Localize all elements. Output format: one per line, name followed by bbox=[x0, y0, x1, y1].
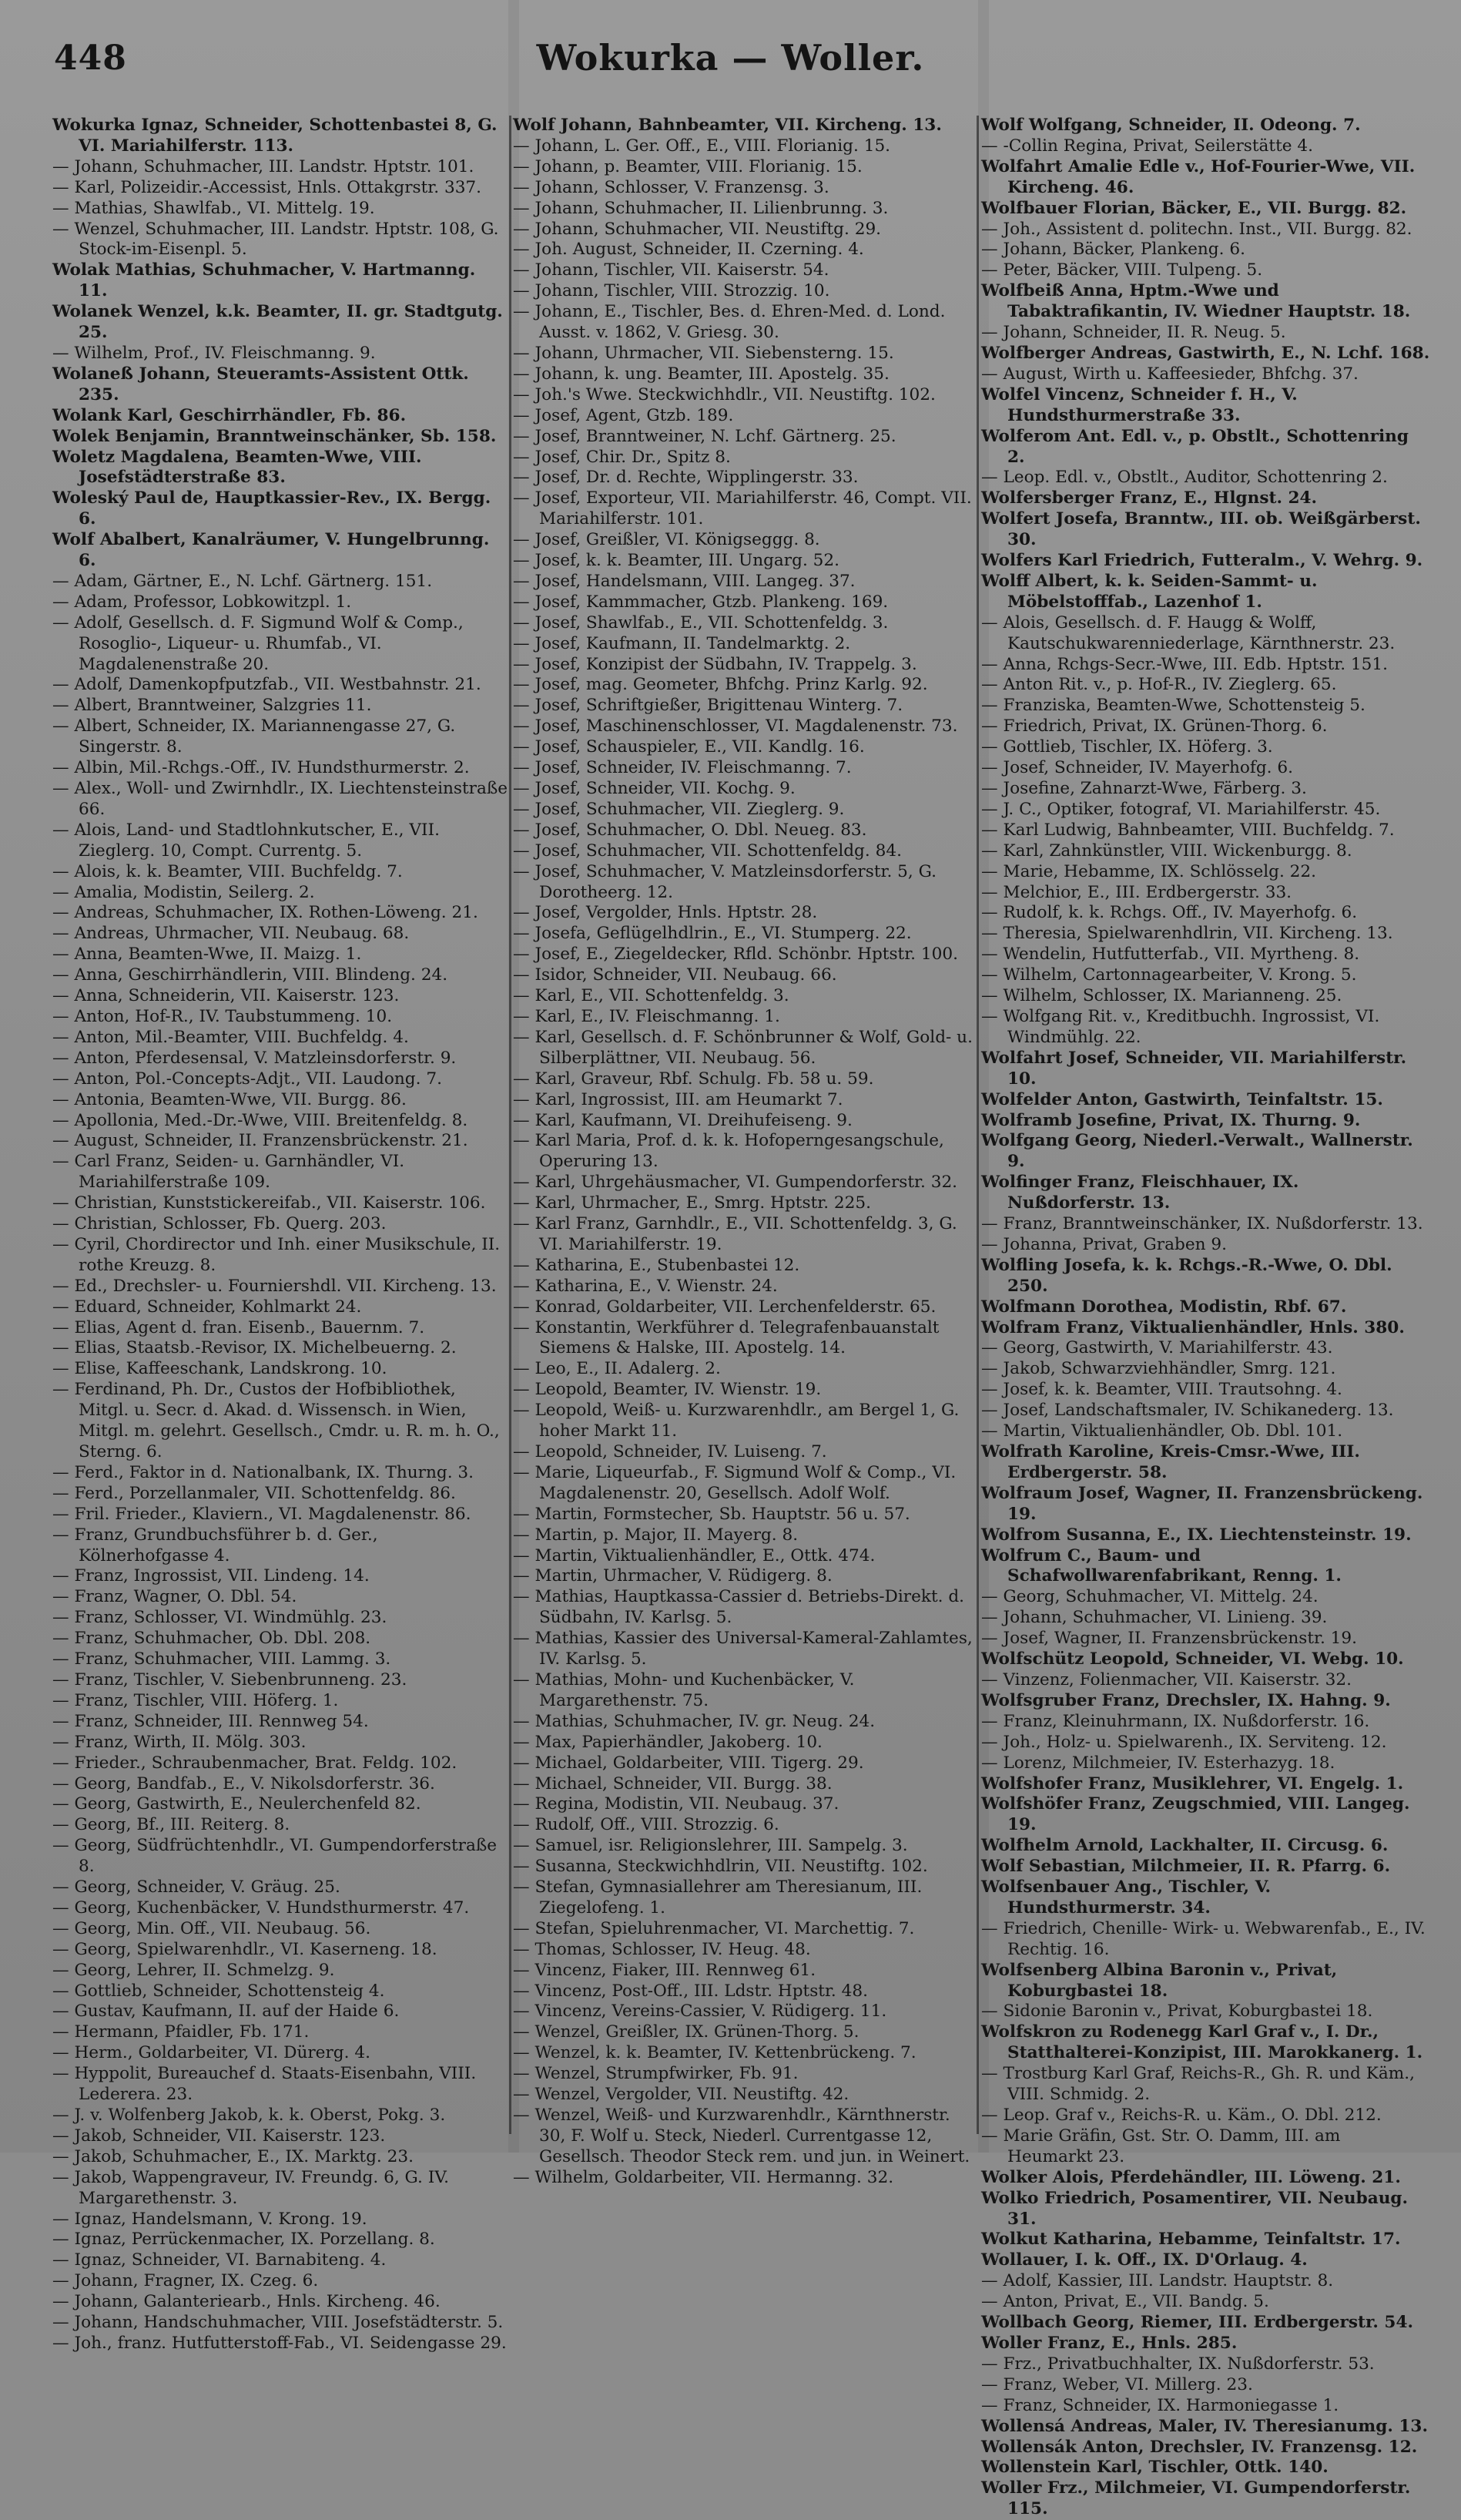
directory-entry: — Josef, Dr. d. Rechte, Wipplingerstr. 33. bbox=[513, 468, 859, 488]
directory-entry: — Josef, Vergolder, Hnls. Hptstr. 28. bbox=[513, 903, 818, 923]
directory-entry-head: Wolferom Ant. Edl. v., p. Obstlt., Schottenring 2. bbox=[981, 426, 1409, 467]
directory-entry: — Vincenz, Fiaker, III. Rennweg 61. bbox=[513, 1960, 816, 1980]
directory-entry: — Johann, E., Tischler, Bes. d. Ehren-Med. d. Lond. Ausst. v. 1862, V. Griesg. 30. bbox=[513, 302, 946, 343]
column-middle bbox=[513, 116, 975, 2187]
directory-entry: — Karl, Gesellsch. d. F. Schönbrunner & Wolf, Gold- u. Silberplättner, VII. Neubaug. 56. bbox=[513, 1027, 973, 1068]
directory-entry: — Ignaz, Perrückenmacher, IX. Porzellang. 8. bbox=[52, 2230, 435, 2250]
directory-entry: — Karl Franz, Garnhdlr., E., VII. Schottenfeldg. 3, G. VI. Mariahilferstr. 19. bbox=[513, 1214, 957, 1254]
directory-entry: — Theresia, Spielwarenhdlrin, VII. Kircheng. 13. bbox=[981, 924, 1393, 944]
directory-entry-head: Wolker Alois, Pferdehändler, III. Löweng. 21. bbox=[981, 2167, 1401, 2187]
directory-entry: — Josef, Schuhmacher, V. Matzleinsdorferstr. 5, G. Dorotheerg. 12. bbox=[513, 861, 937, 902]
directory-entry: — Johann, Tischler, VIII. Strozzig. 10. bbox=[513, 281, 830, 301]
directory-entry: — Ferdinand, Ph. Dr., Custos der Hofbibliothek, Mitgl. u. Secr. d. Akad. d. Wissensch. in Wien, Mitgl. m. gelehrt. Gesellsch., Cmdr. u. R. m. h. O., Sterng. 6. bbox=[52, 1380, 500, 1461]
directory-entry: — Jakob, Schuhmacher, E., IX. Marktg. 23. bbox=[52, 2146, 414, 2166]
directory-columns bbox=[52, 116, 1431, 2519]
directory-entry-head: Wolfbeiß Anna, Hptm.-Wwe und Tabaktrafikantin, IV. Wiedner Hauptstr. 18. bbox=[981, 281, 1411, 322]
page-header bbox=[0, 0, 1461, 92]
directory-entry: — Andreas, Schuhmacher, IX. Rothen-Löweng. 21. bbox=[52, 903, 478, 923]
column-left bbox=[52, 116, 508, 2353]
directory-entry: — Ed., Drechsler- u. Fourniershdl. VII. Kircheng. 13. bbox=[52, 1276, 497, 1296]
directory-entry: — Anna, Beamten-Wwe, II. Maizg. 1. bbox=[52, 945, 362, 965]
directory-entry-head: Wollensá Andreas, Maler, IV. Theresianumg. 13. bbox=[981, 2416, 1428, 2436]
directory-entry: — Peter, Bäcker, VIII. Tulpeng. 5. bbox=[981, 260, 1263, 280]
directory-entry: — Karl, Kaufmann, VI. Dreihufeiseng. 9. bbox=[513, 1110, 853, 1130]
directory-entry: — Albert, Branntweiner, Salzgries 11. bbox=[52, 696, 372, 716]
directory-entry: — Vincenz, Vereins-Cassier, V. Rüdigerg. 11. bbox=[513, 2002, 887, 2022]
directory-entry-head: Wolfrath Karoline, Kreis-Cmsr.-Wwe, III. Erdbergerstr. 58. bbox=[981, 1442, 1360, 1482]
directory-entry-head: Wolfberger Andreas, Gastwirth, E., N. Lchf. 168. bbox=[981, 343, 1430, 363]
directory-entry: — Gottlieb, Tischler, IX. Höferg. 3. bbox=[981, 737, 1273, 757]
directory-entry: — Adam, Professor, Lobkowitzpl. 1. bbox=[52, 592, 352, 612]
directory-entry: — Josef, Landschaftsmaler, IV. Schikanederg. 13. bbox=[981, 1401, 1394, 1421]
directory-entry: — Joh. August, Schneider, II. Czerning. 4. bbox=[513, 240, 864, 260]
directory-entry: — Josef, Schauspieler, E., VII. Kandlg. 16. bbox=[513, 737, 865, 757]
directory-entry: — Martin, Viktualienhändler, E., Ottk. 474. bbox=[513, 1545, 876, 1565]
directory-entry: — Franz, Tischler, V. Siebenbrunneng. 23. bbox=[52, 1669, 407, 1690]
directory-entry: — Johann, Galanteriearb., Hnls. Kircheng. 46. bbox=[52, 2292, 441, 2312]
directory-entry: — Josef, Schneider, IV. Mayerhofg. 6. bbox=[981, 758, 1294, 778]
directory-entry: — Wilhelm, Schlosser, IX. Marianneng. 25. bbox=[981, 986, 1342, 1006]
directory-entry: — Wilhelm, Prof., IV. Fleischmanng. 9. bbox=[52, 343, 376, 363]
directory-entry: — Wilhelm, Cartonnagearbeiter, V. Krong. 5. bbox=[981, 965, 1357, 985]
directory-entry: — August, Schneider, II. Franzensbrückenstr. 21. bbox=[52, 1131, 468, 1151]
directory-entry: — Joh., Holz- u. Spielwarenh., IX. Serviteng. 12. bbox=[981, 1732, 1387, 1752]
directory-entry: — Katharina, E., V. Wienstr. 24. bbox=[513, 1276, 778, 1296]
directory-entry: — Josef, Chir. Dr., Spitz 8. bbox=[513, 447, 731, 467]
directory-entry-head: Wolfersberger Franz, E., Hlgnst. 24. bbox=[981, 488, 1318, 508]
directory-entry: — Martin, Uhrmacher, V. Rüdigerg. 8. bbox=[513, 1566, 833, 1586]
directory-entry-head: Wolfschütz Leopold, Schneider, VI. Webg. 10. bbox=[981, 1649, 1404, 1669]
directory-entry: — Konstantin, Werkführer d. Telegrafenbauanstalt Siemens & Halske, III. Apostelg. 14. bbox=[513, 1317, 940, 1358]
directory-entry: — Franziska, Beamten-Wwe, Schottensteig 5. bbox=[981, 696, 1365, 716]
directory-entry: — Josef, Branntweiner, N. Lchf. Gärtnerg. 25. bbox=[513, 426, 896, 446]
directory-entry: — Adolf, Damenkopfputzfab., VII. Westbahnstr. 21. bbox=[52, 675, 481, 695]
directory-entry: — Hermann, Pfaidler, Fb. 171. bbox=[52, 2022, 310, 2042]
directory-entry: — Josef, Schneider, VII. Kochg. 9. bbox=[513, 779, 796, 798]
directory-entry-head: Wolf Wolfgang, Schneider, II. Odeong. 7. bbox=[981, 116, 1361, 135]
directory-entry-head: Wolfskron zu Rodenegg Karl Graf v., I. Dr., Statthalterei-Konzipist, III. Marokkanerg. 1. bbox=[981, 2022, 1423, 2063]
directory-entry: — Isidor, Schneider, VII. Neubaug. 66. bbox=[513, 965, 837, 985]
directory-entry: — Joh.'s Wwe. Steckwichhdlr., VII. Neustiftg. 102. bbox=[513, 384, 936, 404]
directory-entry: — Johann, Handschuhmacher, VIII. Josefstädterstr. 5. bbox=[52, 2313, 504, 2333]
directory-entry: — Gustav, Kaufmann, II. auf der Haide 6. bbox=[52, 2002, 400, 2022]
directory-entry: — Friedrich, Privat, IX. Grünen-Thorg. 6. bbox=[981, 716, 1328, 737]
directory-entry-head: Wolkut Katharina, Hebamme, Teinfaltstr. 17. bbox=[981, 2230, 1401, 2250]
directory-entry: — Rudolf, Off., VIII. Strozzig. 6. bbox=[513, 1815, 779, 1835]
directory-entry-head: Wolfahrt Amalie Edle v., Hof-Fourier-Wwe, VII. Kircheng. 46. bbox=[981, 156, 1416, 197]
directory-entry: — Josef, Exporteur, VII. Mariahilferstr. 46, Compt. VII. Mariahilferstr. 101. bbox=[513, 488, 972, 529]
directory-entry: — Andreas, Uhrmacher, VII. Neubaug. 68. bbox=[52, 924, 410, 944]
directory-entry-head: Woletz Magdalena, Beamten-Wwe, VIII. Josefstädterstraße 83. bbox=[52, 447, 422, 488]
directory-entry: — Josefa, Geflügelhdlrin., E., VI. Stumperg. 22. bbox=[513, 924, 912, 944]
directory-entry: — Josef, Kaufmann, II. Tandelmarktg. 2. bbox=[513, 633, 851, 653]
directory-entry: — Alois, Gesellsch. d. F. Haugg & Wolff, Kautschukwarenniederlage, Kärnthnerstr. 23. bbox=[981, 612, 1396, 653]
directory-entry-head: Wolfinger Franz, Fleischhauer, IX. Nußdorferstr. 13. bbox=[981, 1173, 1299, 1213]
directory-entry: — Franz, Schlosser, VI. Windmühlg. 23. bbox=[52, 1608, 387, 1628]
directory-entry: — Elias, Agent d. fran. Eisenb., Bauernm. 7. bbox=[52, 1317, 425, 1337]
directory-entry: — Franz, Wagner, O. Dbl. 54. bbox=[52, 1587, 297, 1607]
directory-entry: — Josef, Greißler, VI. Königseggg. 8. bbox=[513, 530, 820, 550]
directory-entry: — Franz, Schuhmacher, VIII. Lammg. 3. bbox=[52, 1649, 391, 1669]
directory-entry: — Josef, Wagner, II. Franzensbrückenstr. 19. bbox=[981, 1629, 1358, 1649]
directory-entry-head: Wolfhelm Arnold, Lackhalter, II. Circusg. 6. bbox=[981, 1836, 1389, 1856]
directory-entry: — Anton, Pol.-Concepts-Adjt., VII. Laudong. 7. bbox=[52, 1069, 442, 1089]
directory-entry: — Marie Gräfin, Gst. Str. O. Damm, III. am Heumarkt 23. bbox=[981, 2126, 1341, 2166]
directory-entry-head: Wolframb Josefine, Privat, IX. Thurng. 9. bbox=[981, 1110, 1361, 1130]
column-right bbox=[981, 116, 1431, 2519]
directory-entry: — Johann, Schuhmacher, II. Lilienbrunng. 3. bbox=[513, 198, 889, 218]
directory-entry: — Josef, Handelsmann, VIII. Langeg. 37. bbox=[513, 571, 856, 591]
directory-entry: — Wenzel, Schuhmacher, III. Landstr. Hptstr. 108, G. Stock-im-Eisenpl. 5. bbox=[52, 219, 499, 260]
directory-entry: — J. v. Wolfenberg Jakob, k. k. Oberst, Pokg. 3. bbox=[52, 2106, 446, 2125]
directory-entry: — -Collin Regina, Privat, Seilerstätte 4. bbox=[981, 136, 1313, 156]
directory-entry: — Johann, Schuhmacher, VI. Linieng. 39. bbox=[981, 1608, 1328, 1628]
directory-entry: — Franz, Schuhmacher, Ob. Dbl. 208. bbox=[52, 1629, 371, 1649]
directory-entry: — J. C., Optiker, fotograf, VI. Mariahilferstr. 45. bbox=[981, 799, 1381, 819]
directory-entry-head: Wollbach Georg, Riemer, III. Erdbergerstr. 54. bbox=[981, 2313, 1413, 2333]
directory-entry-head: Wolfsgruber Franz, Drechsler, IX. Hahng. 9. bbox=[981, 1690, 1391, 1710]
directory-entry: — Trostburg Karl Graf, Reichs-R., Gh. R. und Käm., VIII. Schmidg. 2. bbox=[981, 2064, 1415, 2105]
directory-entry: — Adam, Gärtner, E., N. Lchf. Gärtnerg. 151. bbox=[52, 571, 433, 591]
directory-entry: — Johann, L. Ger. Off., E., VIII. Florianig. 15. bbox=[513, 136, 891, 156]
directory-entry: — Apollonia, Med.-Dr.-Wwe, VIII. Breitenfeldg. 8. bbox=[52, 1110, 468, 1130]
directory-entry: — Elise, Kaffeeschank, Landskrong. 10. bbox=[52, 1359, 387, 1379]
directory-entry: — Melchior, E., III. Erdbergerstr. 33. bbox=[981, 882, 1292, 902]
directory-entry: — Joh., franz. Hutfutterstoff-Fab., VI. Seidengasse 29. bbox=[52, 2333, 507, 2353]
directory-entry: — Thomas, Schlosser, IV. Heug. 48. bbox=[513, 1939, 811, 1959]
directory-entry-head: Wollensák Anton, Drechsler, IV. Franzensg. 12. bbox=[981, 2437, 1418, 2457]
directory-entry: — Josef, Kammmacher, Gtzb. Plankeng. 169. bbox=[513, 592, 889, 612]
directory-entry-head: Woleský Paul de, Hauptkassier-Rev., IX. Bergg. 6. bbox=[52, 488, 491, 529]
directory-entry-head: Wolfelder Anton, Gastwirth, Teinfaltstr. 15. bbox=[981, 1089, 1383, 1109]
directory-entry-head: Woller Frz., Milchmeier, VI. Gumpendorferstr. 115. bbox=[981, 2478, 1411, 2519]
directory-entry-head: Wolfgang Georg, Niederl.-Verwalt., Wallnerstr. 9. bbox=[981, 1131, 1413, 1172]
directory-entry: — Samuel, isr. Religionslehrer, III. Sampelg. 3. bbox=[513, 1836, 908, 1856]
directory-entry: — Gottlieb, Schneider, Schottensteig 4. bbox=[52, 1981, 385, 2001]
directory-entry: — Adolf, Kassier, III. Landstr. Hauptstr. 8. bbox=[981, 2271, 1334, 2291]
directory-entry: — Ignaz, Schneider, VI. Barnabiteng. 4. bbox=[52, 2250, 387, 2270]
directory-entry: — Karl, Graveur, Rbf. Schulg. Fb. 58 u. 59. bbox=[513, 1069, 874, 1089]
directory-entry-head: Wolff Albert, k. k. Seiden-Sammt- u. Möbelstofffab., Lazenhof 1. bbox=[981, 571, 1318, 612]
directory-entry-head: Wolfling Josefa, k. k. Rchgs.-R.-Wwe, O. Dbl. 250. bbox=[981, 1255, 1392, 1296]
directory-entry: — Marie, Liqueurfab., F. Sigmund Wolf & Comp., VI. Magdalenenstr. 20, Gesellsch. Adolf Wolf. bbox=[513, 1462, 957, 1503]
directory-entry: — Jakob, Schwarzviehhändler, Smrg. 121. bbox=[981, 1359, 1336, 1379]
directory-entry: — Johann, Schuhmacher, VII. Neustiftg. 29. bbox=[513, 219, 882, 239]
directory-entry: — Johann, Fragner, IX. Czeg. 6. bbox=[52, 2271, 319, 2291]
directory-entry: — Michael, Goldarbeiter, VIII. Tigerg. 29. bbox=[513, 1753, 864, 1773]
directory-entry: — Josef, k. k. Beamter, VIII. Trautsohng. 4. bbox=[981, 1380, 1342, 1400]
directory-entry: — Johann, Schneider, II. R. Neug. 5. bbox=[981, 323, 1286, 343]
directory-entry: — Christian, Schlosser, Fb. Querg. 203. bbox=[52, 1214, 387, 1234]
directory-entry: — Anna, Geschirrhändlerin, VIII. Blindeng. 24. bbox=[52, 965, 448, 985]
directory-entry: — Franz, Weber, VI. Millerg. 23. bbox=[981, 2374, 1253, 2394]
directory-entry: — Georg, Kuchenbäcker, V. Hundsthurmerstr. 47. bbox=[52, 1898, 470, 1918]
directory-entry: — Anton Rit. v., p. Hof-R., IV. Zieglerg. 65. bbox=[981, 675, 1337, 695]
directory-entry: — Amalia, Modistin, Seilerg. 2. bbox=[52, 882, 315, 902]
directory-entry: — Vinzenz, Folienmacher, VII. Kaiserstr. 32. bbox=[981, 1669, 1352, 1690]
directory-entry: — Georg, Bandfab., E., V. Nikolsdorferstr. 36. bbox=[52, 1773, 435, 1794]
directory-entry: — Johanna, Privat, Graben 9. bbox=[981, 1234, 1227, 1254]
directory-entry: — Josef, Shawlfab., E., VII. Schottenfeldg. 3. bbox=[513, 612, 889, 633]
directory-entry: — Josef, E., Ziegeldecker, Rfld. Schönbr. Hptstr. 100. bbox=[513, 945, 958, 965]
directory-entry: — August, Wirth u. Kaffeesieder, Bhfchg. 37. bbox=[981, 364, 1359, 384]
directory-entry: — Franz, Branntweinschänker, IX. Nußdorferstr. 13. bbox=[981, 1214, 1423, 1234]
directory-entry-head: Wolf Abalbert, Kanalräumer, V. Hungelbrunng. 6. bbox=[52, 530, 490, 571]
directory-entry-head: Wollauer, I. k. Off., IX. D'Orlaug. 4. bbox=[981, 2250, 1308, 2270]
directory-entry: — Mathias, Shawlfab., VI. Mittelg. 19. bbox=[52, 198, 375, 218]
directory-entry: — Franz, Ingrossist, VII. Lindeng. 14. bbox=[52, 1566, 370, 1586]
directory-entry: — Georg, Gastwirth, V. Mariahilferstr. 43. bbox=[981, 1338, 1333, 1358]
directory-entry: — Karl, Uhrgehäusmacher, VI. Gumpendorferstr. 32. bbox=[513, 1173, 958, 1193]
directory-entry: — Wenzel, k. k. Beamter, IV. Kettenbrückeng. 7. bbox=[513, 2043, 916, 2063]
directory-entry: — Georg, Lehrer, II. Schmelzg. 9. bbox=[52, 1960, 335, 1980]
directory-entry: — Sidonie Baronin v., Privat, Koburgbastei 18. bbox=[981, 2002, 1373, 2022]
directory-entry-head: Wolfrum C., Baum- und Schafwollwarenfabrikant, Renng. 1. bbox=[981, 1545, 1342, 1586]
directory-entry: — Lorenz, Milchmeier, IV. Esterhazyg. 18. bbox=[981, 1753, 1335, 1773]
directory-entry-head: Wolfsenberg Albina Baronin v., Privat, Koburgbastei 18. bbox=[981, 1960, 1338, 2001]
directory-entry-head: Wolfram Franz, Viktualienhändler, Hnls. 380. bbox=[981, 1317, 1405, 1337]
directory-entry: — Frz., Privatbuchhalter, IX. Nußdorferstr. 53. bbox=[981, 2354, 1375, 2374]
directory-entry: — Anton, Pferdesensal, V. Matzleinsdorferstr. 9. bbox=[52, 1048, 457, 1068]
column-divider bbox=[509, 116, 511, 2134]
directory-entry: — Karl, Zahnkünstler, VIII. Wickenburgg. 8. bbox=[981, 841, 1352, 861]
directory-entry-head: Wolfert Josefa, Branntw., III. ob. Weißgärberst. 30. bbox=[981, 509, 1421, 550]
directory-entry: — Fril. Frieder., Klaviern., VI. Magdalenenstr. 86. bbox=[52, 1504, 471, 1524]
directory-entry: — Christian, Kunststickereifab., VII. Kaiserstr. 106. bbox=[52, 1193, 486, 1213]
directory-entry: — Wenzel, Greißler, IX. Grünen-Thorg. 5. bbox=[513, 2022, 860, 2042]
directory-entry: — Cyril, Chordirector und Inh. einer Musikschule, II. rothe Kreuzg. 8. bbox=[52, 1234, 501, 1275]
directory-entry-head: Wolfshöfer Franz, Zeugschmied, VIII. Langeg. 19. bbox=[981, 1794, 1410, 1835]
directory-entry: — Alois, k. k. Beamter, VIII. Buchfeldg. 7. bbox=[52, 861, 403, 881]
directory-entry-head: Wolfsenbauer Ang., Tischler, V. Hundsthurmerstr. 34. bbox=[981, 1877, 1272, 1918]
directory-entry: — Eduard, Schneider, Kohlmarkt 24. bbox=[52, 1297, 362, 1317]
directory-entry: — Regina, Modistin, VII. Neubaug. 37. bbox=[513, 1794, 839, 1814]
directory-entry: — Jakob, Schneider, VII. Kaiserstr. 123. bbox=[52, 2126, 386, 2146]
directory-entry: — Leopold, Weiß- u. Kurzwarenhdlr., am Bergel 1, G. hoher Markt 11. bbox=[513, 1401, 960, 1441]
directory-entry-head: Wolfbauer Florian, Bäcker, E., VII. Burgg. 82. bbox=[981, 198, 1407, 218]
directory-entry: — Adolf, Gesellsch. d. F. Sigmund Wolf & Comp., Rosoglio-, Liqueur- u. Rhumfab., VI. Magdalenenstraße 20. bbox=[52, 612, 464, 674]
directory-entry: — Karl, Ingrossist, III. am Heumarkt 7. bbox=[513, 1089, 843, 1109]
directory-entry: — Marie, Hebamme, IX. Schlösselg. 22. bbox=[981, 861, 1317, 881]
directory-entry: — Johann, Tischler, VII. Kaiserstr. 54. bbox=[513, 260, 829, 280]
directory-entry: — Johann, Schuhmacher, III. Landstr. Hptstr. 101. bbox=[52, 156, 474, 176]
directory-entry: — Leopold, Beamter, IV. Wienstr. 19. bbox=[513, 1380, 822, 1400]
directory-entry-head: Wolfrom Susanna, E., IX. Liechtensteinstr. 19. bbox=[981, 1525, 1412, 1545]
directory-entry: — Rudolf, k. k. Rchgs. Off., IV. Mayerhofg. 6. bbox=[981, 903, 1358, 923]
page-number: 448 bbox=[54, 39, 127, 78]
directory-entry: — Anton, Mil.-Beamter, VIII. Buchfeldg. 4. bbox=[52, 1027, 409, 1047]
directory-entry: — Leopold, Schneider, IV. Luiseng. 7. bbox=[513, 1442, 827, 1461]
directory-entry: — Josef, Schriftgießer, Brigittenau Winterg. 7. bbox=[513, 696, 903, 716]
directory-entry-head: Wolfers Karl Friedrich, Futteralm., V. Wehrg. 9. bbox=[981, 551, 1423, 571]
directory-entry: — Max, Papierhändler, Jakoberg. 10. bbox=[513, 1732, 823, 1752]
directory-entry: — Johann, p. Beamter, VIII. Florianig. 15. bbox=[513, 156, 863, 176]
directory-entry: — Wenzel, Vergolder, VII. Neustiftg. 42. bbox=[513, 2085, 849, 2105]
directory-entry: — Franz, Tischler, VIII. Höferg. 1. bbox=[52, 1690, 339, 1710]
directory-entry: — Mathias, Schuhmacher, IV. gr. Neug. 24. bbox=[513, 1711, 876, 1731]
directory-entry: — Karl, E., IV. Fleischmanng. 1. bbox=[513, 1006, 780, 1026]
directory-entry: — Johann, k. ung. Beamter, III. Apostelg. 35. bbox=[513, 364, 890, 384]
directory-entry: — Franz, Kleinuhrmann, IX. Nußdorferstr. 16. bbox=[981, 1711, 1370, 1731]
directory-entry: — Vincenz, Post-Off., III. Ldstr. Hptstr. 48. bbox=[513, 1981, 868, 2001]
directory-entry: — Josef, Agent, Gtzb. 189. bbox=[513, 405, 734, 425]
directory-entry: — Georg, Bf., III. Reiterg. 8. bbox=[52, 1815, 290, 1835]
directory-entry: — Antonia, Beamten-Wwe, VII. Burgg. 86. bbox=[52, 1089, 407, 1109]
directory-entry: — Stefan, Gymnasiallehrer am Theresianum, III. Ziegelofeng. 1. bbox=[513, 1877, 923, 1918]
directory-entry-head: Wokurka Ignaz, Schneider, Schottenbastei 8, G. VI. Mariahilferstr. 113. bbox=[52, 116, 498, 156]
directory-entry: — Ignaz, Handelsmann, V. Krong. 19. bbox=[52, 2209, 367, 2229]
directory-entry: — Wenzel, Strumpfwirker, Fb. 91. bbox=[513, 2064, 799, 2084]
directory-entry: — Karl, E., VII. Schottenfeldg. 3. bbox=[513, 986, 789, 1006]
directory-entry: — Leop. Edl. v., Obstlt., Auditor, Schottenring 2. bbox=[981, 468, 1388, 488]
directory-entry-head: Wolak Mathias, Schuhmacher, V. Hartmanng. 11. bbox=[52, 260, 476, 301]
directory-entry: — Josef, Schneider, IV. Fleischmanng. 7. bbox=[513, 758, 852, 778]
directory-entry: — Mathias, Kassier des Universal-Kameral-Zahlamtes, IV. Karlsg. 5. bbox=[513, 1629, 973, 1669]
directory-entry: — Mathias, Mohn- und Kuchenbäcker, V. Margarethenstr. 75. bbox=[513, 1669, 855, 1710]
directory-entry: — Ferd., Porzellanmaler, VII. Schottenfeldg. 86. bbox=[52, 1483, 456, 1503]
directory-entry: — Carl Franz, Seiden- u. Garnhändler, VI. Mariahilferstraße 109. bbox=[52, 1152, 405, 1193]
directory-entry: — Wolfgang Rit. v., Kreditbuchh. Ingrossist, VI. Windmühlg. 22. bbox=[981, 1006, 1380, 1047]
directory-entry: — Anton, Privat, E., VII. Bandg. 5. bbox=[981, 2292, 1269, 2312]
directory-entry: — Georg, Schneider, V. Gräug. 25. bbox=[52, 1877, 340, 1898]
directory-entry: — Franz, Wirth, II. Mölg. 303. bbox=[52, 1732, 307, 1752]
directory-entry: — Michael, Schneider, VII. Burgg. 38. bbox=[513, 1773, 833, 1794]
directory-entry: — Franz, Schneider, IX. Harmoniegasse 1. bbox=[981, 2395, 1339, 2415]
directory-entry: — Josef, mag. Geometer, Bhfchg. Prinz Karlg. 92. bbox=[513, 675, 928, 695]
directory-entry: — Georg, Südfrüchtenhdlr., VI. Gumpendorferstraße 8. bbox=[52, 1836, 498, 1877]
directory-entry: — Josef, k. k. Beamter, III. Ungarg. 52. bbox=[513, 551, 840, 571]
directory-entry: — Johann, Bäcker, Plankeng. 6. bbox=[981, 240, 1245, 260]
directory-entry-head: Wolf Johann, Bahnbeamter, VII. Kircheng. 13. bbox=[513, 116, 942, 135]
directory-entry: — Wenzel, Weiß- und Kurzwarenhdlr., Kärnthnerstr. 30, F. Wolf u. Steck, Niederl. Currentgasse 12, Gesellsch. Theodor Steck rem. und jun. in Weinert. bbox=[513, 2106, 970, 2166]
directory-entry-head: Wolfshofer Franz, Musiklehrer, VI. Engelg. 1. bbox=[981, 1773, 1404, 1794]
directory-entry-head: Wolfel Vincenz, Schneider f. H., V. Hundsthurmerstraße 33. bbox=[981, 384, 1298, 425]
directory-entry: — Ferd., Faktor in d. Nationalbank, IX. Thurng. 3. bbox=[52, 1462, 474, 1482]
directory-entry: — Josef, Schuhmacher, O. Dbl. Neueg. 83. bbox=[513, 820, 867, 840]
directory-entry: — Leo, E., II. Adalerg. 2. bbox=[513, 1359, 721, 1379]
directory-entry: — Franz, Schneider, III. Rennweg 54. bbox=[52, 1711, 369, 1731]
directory-entry: — Martin, Formstecher, Sb. Hauptstr. 56 u. 57. bbox=[513, 1504, 910, 1524]
directory-entry: — Karl Maria, Prof. d. k. k. Hofoperngesangschule, Operuring 13. bbox=[513, 1131, 944, 1172]
directory-entry: — Anna, Rchgs-Secr.-Wwe, III. Edb. Hptstr. 151. bbox=[981, 654, 1389, 674]
directory-entry: — Johann, Schlosser, V. Franzensg. 3. bbox=[513, 177, 829, 197]
directory-entry: — Anton, Hof-R., IV. Taubstummeng. 10. bbox=[52, 1006, 393, 1026]
directory-entry: — Alois, Land- und Stadtlohnkutscher, E., VII. Zieglerg. 10, Compt. Currentg. 5. bbox=[52, 820, 440, 861]
directory-entry: — Albert, Schneider, IX. Mariannengasse 27, G. Singerstr. 8. bbox=[52, 716, 456, 757]
directory-entry: — Georg, Spielwarenhdlr., VI. Kaserneng. 18. bbox=[52, 1939, 437, 1959]
directory-entry-head: Wolf Sebastian, Milchmeier, II. R. Pfarrg. 6. bbox=[981, 1857, 1391, 1877]
directory-entry: — Karl Ludwig, Bahnbeamter, VIII. Buchfeldg. 7. bbox=[981, 820, 1395, 840]
directory-entry-head: Wolfraum Josef, Wagner, II. Franzensbrückeng. 19. bbox=[981, 1483, 1423, 1524]
directory-entry: — Elias, Staatsb.-Revisor, IX. Michelbeuerng. 2. bbox=[52, 1338, 457, 1358]
directory-entry: — Joh., Assistent d. politechn. Inst., VII. Burgg. 82. bbox=[981, 219, 1412, 239]
directory-entry-head: Wolfmann Dorothea, Modistin, Rbf. 67. bbox=[981, 1297, 1347, 1317]
directory-entry: — Jakob, Wappengraveur, IV. Freundg. 6, G. IV. Margarethenstr. 3. bbox=[52, 2167, 449, 2208]
directory-entry: — Stefan, Spieluhrenmacher, VI. Marchettig. 7. bbox=[513, 1918, 915, 1938]
directory-entry: — Johann, Uhrmacher, VII. Siebensterng. 15. bbox=[513, 343, 894, 363]
directory-entry: — Leop. Graf v., Reichs-R. u. Käm., O. Dbl. 212. bbox=[981, 2106, 1382, 2125]
directory-entry: — Konrad, Goldarbeiter, VII. Lerchenfelderstr. 65. bbox=[513, 1297, 937, 1317]
directory-entry: — Alex., Woll- und Zwirnhdlr., IX. Liechtensteinstraße 66. bbox=[52, 779, 508, 819]
column-divider bbox=[977, 116, 979, 2134]
directory-entry: — Wendelin, Hutfutterfab., VII. Myrtheng. 8. bbox=[981, 945, 1360, 965]
directory-entry: — Georg, Gastwirth, E., Neulerchenfeld 82. bbox=[52, 1794, 421, 1814]
directory-entry: — Josefine, Zahnarzt-Wwe, Färberg. 3. bbox=[981, 779, 1307, 798]
directory-entry: — Friedrich, Chenille- Wirk- u. Webwarenfab., E., IV. Rechtig. 16. bbox=[981, 1918, 1426, 1959]
directory-entry-head: Wolank Karl, Geschirrhändler, Fb. 86. bbox=[52, 405, 407, 425]
directory-entry-head: Wolanek Wenzel, k.k. Beamter, II. gr. Stadtgutg. 25. bbox=[52, 302, 503, 343]
directory-entry: — Anna, Schneiderin, VII. Kaiserstr. 123. bbox=[52, 986, 400, 1006]
directory-entry: — Georg, Schuhmacher, VI. Mittelg. 24. bbox=[981, 1587, 1319, 1607]
directory-entry: — Martin, Viktualienhändler, Ob. Dbl. 101. bbox=[981, 1421, 1343, 1441]
directory-entry: — Josef, Maschinenschlosser, VI. Magdalenenstr. 73. bbox=[513, 716, 958, 737]
running-head: Wokurka — Woller. bbox=[536, 37, 925, 79]
directory-entry-head: Woller Franz, E., Hnls. 285. bbox=[981, 2333, 1238, 2353]
directory-entry: — Karl, Polizeidir.-Accessist, Hnls. Ottakgrstr. 337. bbox=[52, 177, 482, 197]
directory-entry: — Josef, Konzipist der Südbahn, IV. Trappelg. 3. bbox=[513, 654, 917, 674]
directory-entry-head: Wolko Friedrich, Posamentirer, VII. Neubaug. 31. bbox=[981, 2188, 1409, 2229]
directory-entry: — Mathias, Hauptkassa-Cassier d. Betriebs-Direkt. d. Südbahn, IV. Karlsg. 5. bbox=[513, 1587, 965, 1628]
directory-entry: — Frieder., Schraubenmacher, Brat. Feldg. 102. bbox=[52, 1753, 457, 1773]
directory-entry-head: Wolek Benjamin, Branntweinschänker, Sb. 158. bbox=[52, 426, 497, 446]
directory-entry: — Josef, Schuhmacher, VII. Zieglerg. 9. bbox=[513, 799, 845, 819]
directory-entry-head: Wollenstein Karl, Tischler, Ottk. 140. bbox=[981, 2458, 1329, 2478]
directory-entry: — Hyppolit, Bureauchef d. Staats-Eisenbahn, VIII. Lederera. 23. bbox=[52, 2064, 477, 2105]
directory-entry: — Martin, p. Major, II. Mayerg. 8. bbox=[513, 1525, 799, 1545]
directory-entry: — Herm., Goldarbeiter, VI. Dürerg. 4. bbox=[52, 2043, 370, 2063]
directory-entry: — Albin, Mil.-Rchgs.-Off., IV. Hundsthurmerstr. 2. bbox=[52, 758, 470, 778]
directory-entry: — Georg, Min. Off., VII. Neubaug. 56. bbox=[52, 1918, 371, 1938]
directory-entry: — Josef, Schuhmacher, VII. Schottenfeldg. 84. bbox=[513, 841, 902, 861]
directory-entry: — Franz, Grundbuchsführer b. d. Ger., Kölnerhofgasse 4. bbox=[52, 1525, 378, 1565]
directory-entry: — Katharina, E., Stubenbastei 12. bbox=[513, 1255, 800, 1275]
directory-entry-head: Wolfahrt Josef, Schneider, VII. Mariahilferstr. 10. bbox=[981, 1048, 1407, 1089]
directory-entry: — Karl, Uhrmacher, E., Smrg. Hptstr. 225. bbox=[513, 1193, 872, 1213]
directory-entry-head: Wolaneß Johann, Steueramts-Assistent Ottk. 235. bbox=[52, 364, 469, 404]
directory-entry: — Wilhelm, Goldarbeiter, VII. Hermanng. 32. bbox=[513, 2167, 894, 2187]
directory-entry: — Susanna, Steckwichhdlrin, VII. Neustiftg. 102. bbox=[513, 1857, 928, 1877]
